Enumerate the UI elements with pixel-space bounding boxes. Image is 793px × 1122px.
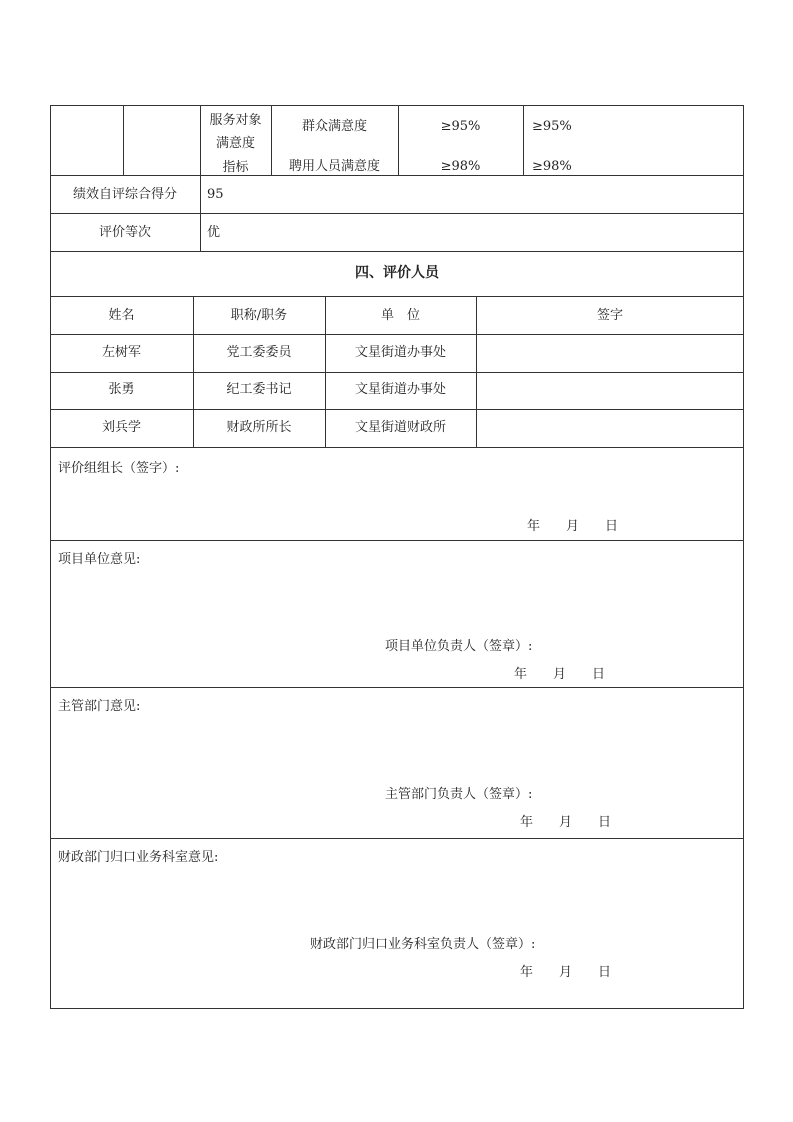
indicator-actual-1: ≥95%: [532, 119, 572, 134]
section-title: 四、评价人员: [355, 265, 439, 281]
department-label: 主管部门意见:: [58, 699, 141, 714]
header-signature: 签字: [596, 308, 623, 323]
leader-date: 年 月 日: [527, 519, 619, 534]
header-name: 姓名: [108, 308, 135, 323]
indicator-category-line-2: 满意度: [215, 136, 255, 151]
person-1-unit: 文星街道办事处: [354, 345, 446, 360]
rule-person1-bottom: [50, 372, 744, 373]
rule-indicator-col1: [123, 105, 124, 175]
person-2-name: 张勇: [108, 382, 135, 397]
indicator-name-1: 群众满意度: [301, 119, 367, 134]
rule-grade-bottom: [50, 251, 744, 252]
grade-label: 评价等次: [98, 225, 151, 240]
department-signer: 主管部门负责人（签章）:: [385, 787, 533, 802]
score-label: 绩效自评综合得分: [72, 187, 177, 202]
finance-date: 年 月 日: [520, 965, 612, 980]
department-date: 年 月 日: [520, 815, 612, 830]
rule-section-bottom: [50, 296, 744, 297]
rule-person3-bottom: [50, 447, 744, 448]
rule-person2-bottom: [50, 409, 744, 410]
project-unit-signer: 项目单位负责人（签章）:: [385, 639, 533, 654]
indicator-target-1: ≥95%: [440, 119, 481, 134]
leader-label: 评价组组长（签字）:: [58, 461, 180, 476]
rule-project-bottom: [50, 687, 744, 688]
indicator-category-line-3: 指标: [222, 160, 249, 175]
person-1-name: 左树军: [101, 345, 141, 360]
rule-headers-bottom: [50, 334, 744, 335]
person-1-title: 党工委委员: [226, 345, 292, 360]
grade-value: 优: [207, 225, 221, 240]
project-unit-date: 年 月 日: [514, 667, 606, 682]
rule-leader-bottom: [50, 540, 744, 541]
person-3-name: 刘兵学: [101, 420, 141, 435]
indicator-category-line-1: 服务对象: [209, 113, 262, 128]
person-2-unit: 文星街道办事处: [354, 382, 446, 397]
person-2-title: 纪工委书记: [226, 382, 292, 397]
rule-department-bottom: [50, 838, 744, 839]
rule-indicator-bottom: [50, 175, 744, 176]
header-unit: 单 位: [380, 308, 420, 323]
rule-score-bottom: [50, 213, 744, 214]
indicator-name-2: 聘用人员满意度: [288, 159, 380, 174]
person-3-unit: 文星街道财政所: [354, 420, 446, 435]
header-title: 职称/职务: [230, 308, 288, 323]
score-value: 95: [207, 187, 224, 202]
finance-label: 财政部门归口业务科室意见:: [58, 850, 219, 865]
indicator-target-2: ≥98%: [440, 159, 481, 174]
rule-indicator-col5: [523, 105, 524, 175]
finance-signer: 财政部门归口业务科室负责人（签章）:: [310, 937, 536, 952]
indicator-actual-2: ≥98%: [532, 159, 572, 174]
project-unit-label: 项目单位意见:: [58, 552, 141, 567]
person-3-title: 财政所所长: [226, 420, 292, 435]
